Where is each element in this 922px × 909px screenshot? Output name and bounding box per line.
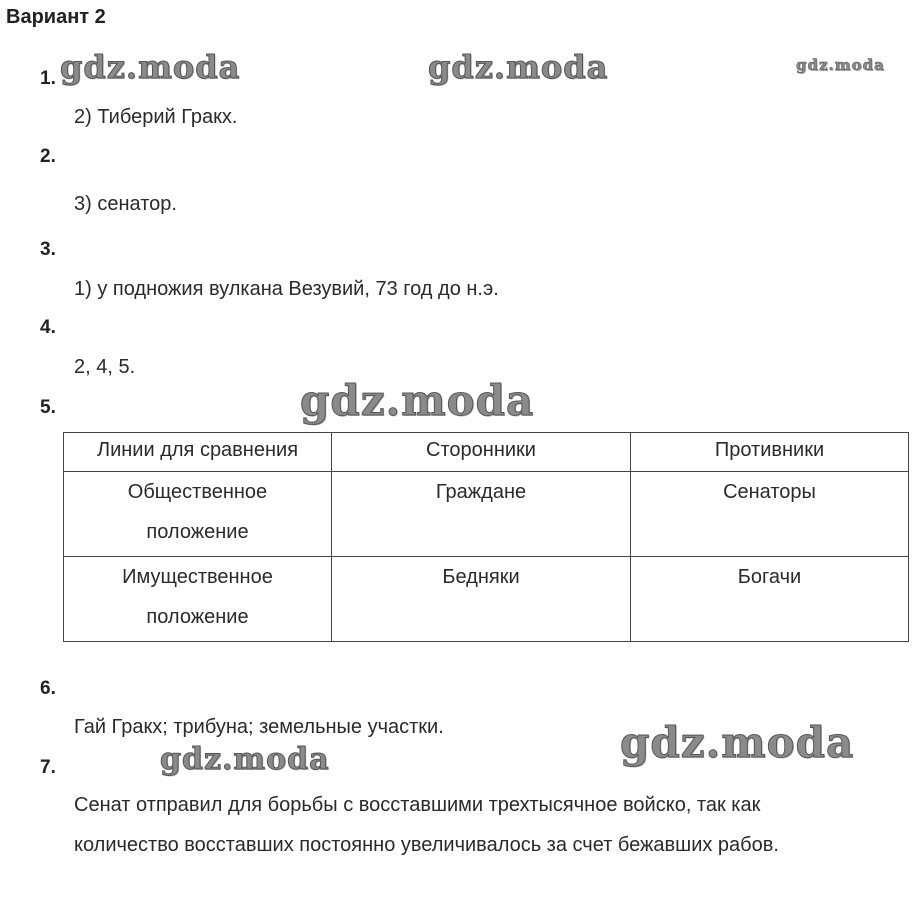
question-number: 3. xyxy=(40,239,56,260)
watermark-logo: gdz.moda xyxy=(160,742,330,777)
answer-text: 2, 4, 5. xyxy=(74,356,136,378)
question-number: 4. xyxy=(40,317,56,338)
cell-line: Общественное xyxy=(127,481,268,503)
watermark-logo: gdz.moda xyxy=(60,48,241,86)
question-number: 6. xyxy=(40,678,56,699)
table-cell: Бедняки xyxy=(332,557,631,642)
answer-text: 3) сенатор. xyxy=(74,193,177,215)
comparison-table xyxy=(63,432,909,642)
question-number: 5. xyxy=(40,397,56,418)
answer-paragraph xyxy=(74,785,904,865)
question-number: 7. xyxy=(40,757,56,778)
answer-line: Сенат отправил для борьбы с восставшими трехтысячное войско, так как xyxy=(74,794,761,816)
table-header-cell: Линии для сравнения xyxy=(64,433,332,472)
watermark-logo: gdz.moda xyxy=(620,718,855,767)
table-row xyxy=(64,557,909,642)
question-number: 1. xyxy=(40,68,56,89)
table-cell: Богачи xyxy=(631,557,909,642)
cell-line: Имущественное xyxy=(122,566,273,588)
table-header-cell: Сторонники xyxy=(332,433,631,472)
table-cell xyxy=(64,472,332,557)
question-number: 2. xyxy=(40,146,56,167)
table-cell xyxy=(64,557,332,642)
watermark-logo: gdz.moda xyxy=(428,48,609,86)
answer-text: 2) Тиберий Гракх. xyxy=(74,106,238,128)
table-cell: Граждане xyxy=(332,472,631,557)
table-header-row xyxy=(64,433,909,472)
table-header-cell: Противники xyxy=(631,433,909,472)
table-cell: Сенаторы xyxy=(631,472,909,557)
cell-line: положение xyxy=(146,521,249,543)
answer-text: 1) у подножия вулкана Везувий, 73 год до н.э. xyxy=(74,278,499,300)
table-row xyxy=(64,472,909,557)
watermark-logo: gdz.moda xyxy=(796,56,885,74)
cell-line: положение xyxy=(146,606,249,628)
page-title: Вариант 2 xyxy=(6,6,106,28)
answer-line: количество восставших постоянно увеличивалось за счет бежавших рабов. xyxy=(74,834,779,856)
answer-text: Гай Гракх; трибуна; земельные участки. xyxy=(74,716,444,738)
watermark-logo: gdz.moda xyxy=(300,376,535,425)
